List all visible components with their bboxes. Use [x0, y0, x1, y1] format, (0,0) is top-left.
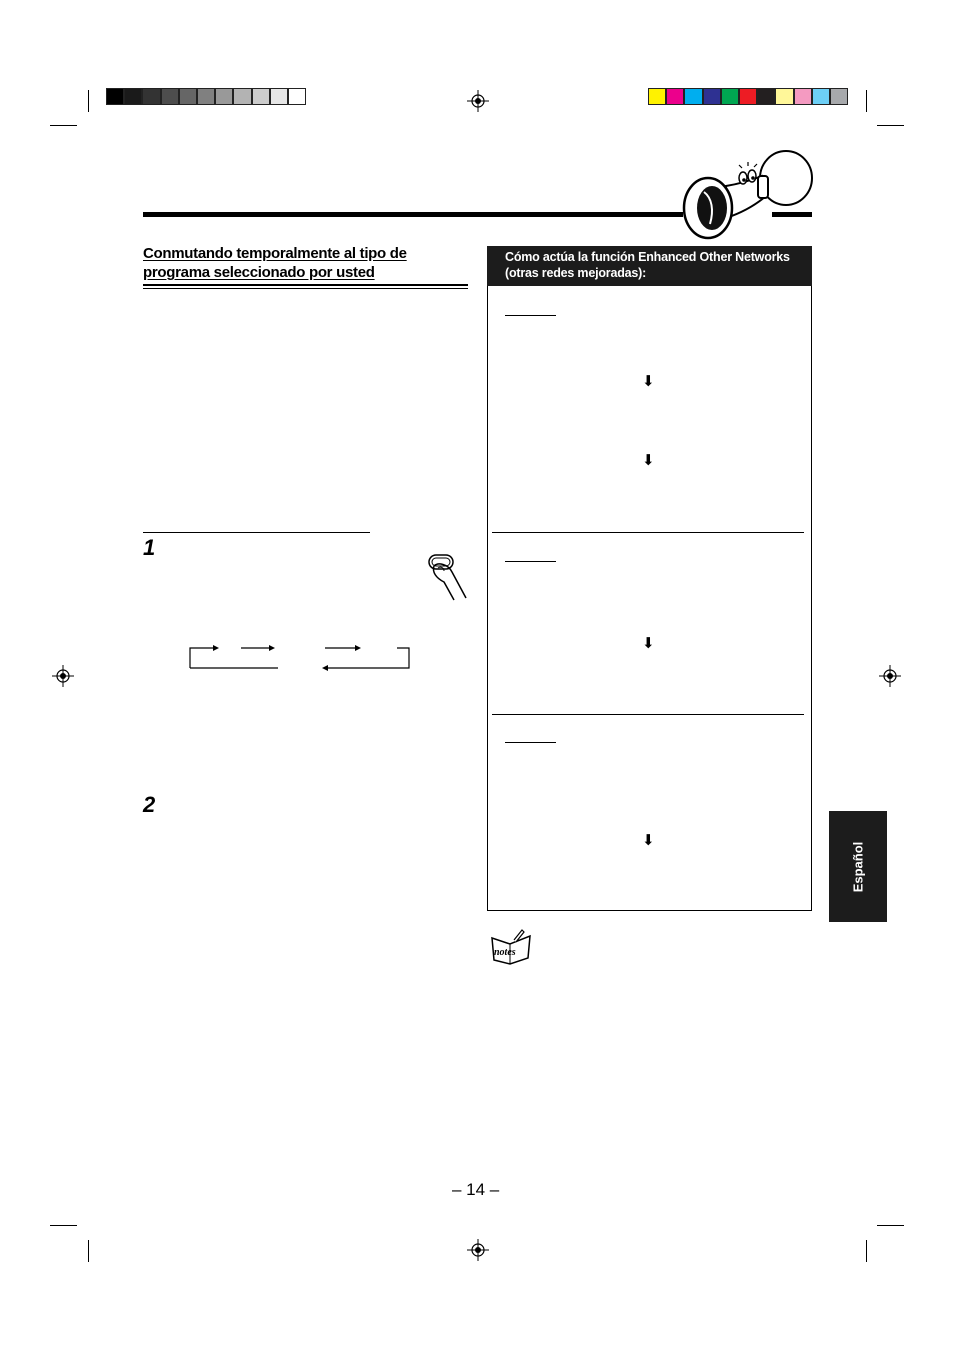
calibration-swatch	[233, 88, 251, 105]
section-heading	[143, 244, 468, 282]
calibration-swatch	[812, 88, 830, 105]
registration-target-icon	[52, 665, 74, 687]
calibration-swatch	[739, 88, 757, 105]
calibration-swatch	[197, 88, 215, 105]
language-tab	[829, 811, 887, 922]
calibration-swatch	[270, 88, 288, 105]
case-divider	[492, 532, 804, 533]
crop-mark	[866, 90, 867, 112]
info-box-title-line: (otras redes mejoradas):	[505, 266, 647, 280]
calibration-swatch	[179, 88, 197, 105]
calibration-swatch	[252, 88, 270, 105]
calibration-swatch	[721, 88, 739, 105]
down-arrow-icon: ⬇	[642, 635, 655, 652]
top-rule	[143, 212, 683, 217]
down-arrow-icon: ⬇	[642, 452, 655, 469]
page-number: – 14 –	[452, 1180, 500, 1199]
calibration-swatch	[830, 88, 848, 105]
crop-mark	[877, 125, 904, 126]
cycle-flow-diagram	[185, 640, 415, 674]
step-divider	[143, 532, 370, 533]
info-box-title	[487, 246, 812, 286]
registration-target-icon	[467, 1239, 489, 1261]
notes-icon-label: notes	[494, 947, 516, 958]
info-box-title-line: Cómo actúa la función Enhanced Other Networks	[505, 250, 790, 264]
calibration-swatch	[215, 88, 233, 105]
section-heading-line: programa seleccionado por usted	[143, 264, 375, 281]
crop-mark	[88, 90, 89, 112]
step-number: 2	[143, 792, 156, 817]
language-tab-label: Español	[850, 841, 866, 892]
heading-double-rule	[143, 288, 468, 289]
calibration-swatch	[161, 88, 179, 105]
calibration-swatch	[124, 88, 142, 105]
crop-mark	[88, 1240, 89, 1262]
calibration-swatch	[757, 88, 775, 105]
crop-mark	[866, 1240, 867, 1262]
case-label-underline	[505, 742, 556, 743]
section-heading-line: Conmutando temporalmente al tipo de	[143, 245, 407, 262]
crop-mark	[50, 1225, 77, 1226]
notes-icon	[488, 928, 534, 968]
calibration-swatch	[142, 88, 160, 105]
calibration-swatch	[684, 88, 702, 105]
down-arrow-icon: ⬇	[642, 373, 655, 390]
calibration-swatch	[648, 88, 666, 105]
crop-mark	[877, 1225, 904, 1226]
calibration-swatch	[703, 88, 721, 105]
case-divider	[492, 714, 804, 715]
calibration-swatch	[106, 88, 124, 105]
case-label-underline	[505, 315, 556, 316]
calibration-swatch	[794, 88, 812, 105]
registration-target-icon	[879, 665, 901, 687]
calibration-swatch	[775, 88, 793, 105]
crop-mark	[50, 125, 77, 126]
calibration-swatch	[288, 88, 306, 105]
step-number: 1	[143, 535, 156, 560]
calibration-swatch	[666, 88, 684, 105]
case-label-underline	[505, 561, 556, 562]
finger-press-button-icon	[426, 552, 470, 602]
heading-double-rule	[143, 284, 468, 286]
registration-target-icon	[467, 90, 489, 112]
horn-mascot-icon	[682, 148, 814, 242]
down-arrow-icon: ⬇	[642, 832, 655, 849]
